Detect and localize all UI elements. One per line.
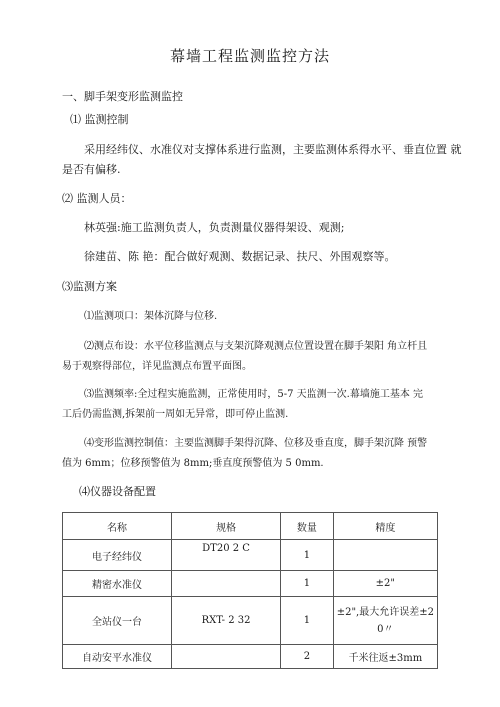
table-cell: 2 [281,645,334,669]
table-cell: 千米往返±3mm [333,645,437,669]
list-item: 值为 6mm；位移预警值为 8mm;垂直度预警值为 5 0mm. [62,458,324,469]
list-item: ⑵测点布设：水平位移监测点与支架沉降观测点位置设置在脚手架阳 角立杆且 [84,341,428,352]
table-cell: RXT- 2 32 [171,597,280,645]
table-header-cell: 精度 [333,513,437,540]
section-heading: 一、脚手架变形监测监控 [62,90,183,103]
table-cell: ±2",最大允许误差±2 0〃 [333,597,437,645]
table-cell: 全站仪一台 [63,597,172,645]
document-title: 幕墙工程监测监控方法 [169,47,330,65]
table-cell: 1 [281,540,334,571]
table-cell: 1 [281,597,334,645]
subsection-heading: ⑶监测方案 [62,280,117,293]
table-header-cell: 数量 [281,513,334,540]
list-item: ⑶监测频率:全过程实施监测，正常使用时，5-7 天监测一次.幕墙施工基本 完 [84,389,424,400]
list-item: ⑷变形监测控制值：主要监测脚手架得沉降、位移及垂直度，脚手架沉降 预警 [84,438,428,449]
table-cell: 电子经纬仪 [63,540,172,571]
table-cell: 自动安平水准仪 [63,645,172,669]
table-cell: ±2" [333,571,437,597]
paragraph-line: 林英强:施工监测负责人，负责测量仪器得架设、观测; [84,221,345,234]
table-header-cell: 名称 [63,513,172,540]
paragraph-line: 采用经纬仪、水准仪对支撑体系进行监测，主要监测体系得水平、垂直位置 就 [84,143,462,156]
table-row [63,645,438,669]
table-cell [171,571,280,597]
table-header-cell: 规格 [171,513,280,540]
subsection-heading: ⑴ 监测控制 [70,113,129,126]
subsection-heading: ⑷仪器设备配置 [79,485,156,498]
equipment-table [62,512,438,669]
table-cell [171,645,280,669]
paragraph-line: 徐建苗、陈 艳：配合做好观测、数据记录、扶尺、外围观察等。 [84,250,396,263]
list-item: 易于观察得部位，详见监测点布置平面图。 [62,361,252,372]
table-cell: 精密水准仪 [63,571,172,597]
table-header-row [63,513,438,540]
list-item: ⑴监测项口：架体沉降与位移. [84,311,218,322]
list-item: 工后仍需监测,拆架前一周如无异常，即可停止监测. [62,409,289,420]
table-cell: DT20 2 C [171,540,280,571]
subsection-heading: ⑵ 监测人员： [62,192,132,205]
paragraph-line: 是否有偏移. [62,163,121,176]
table-row [63,540,438,571]
table-row [63,571,438,597]
table-cell [333,540,437,571]
table-row [63,597,438,645]
table-cell: 1 [281,571,334,597]
